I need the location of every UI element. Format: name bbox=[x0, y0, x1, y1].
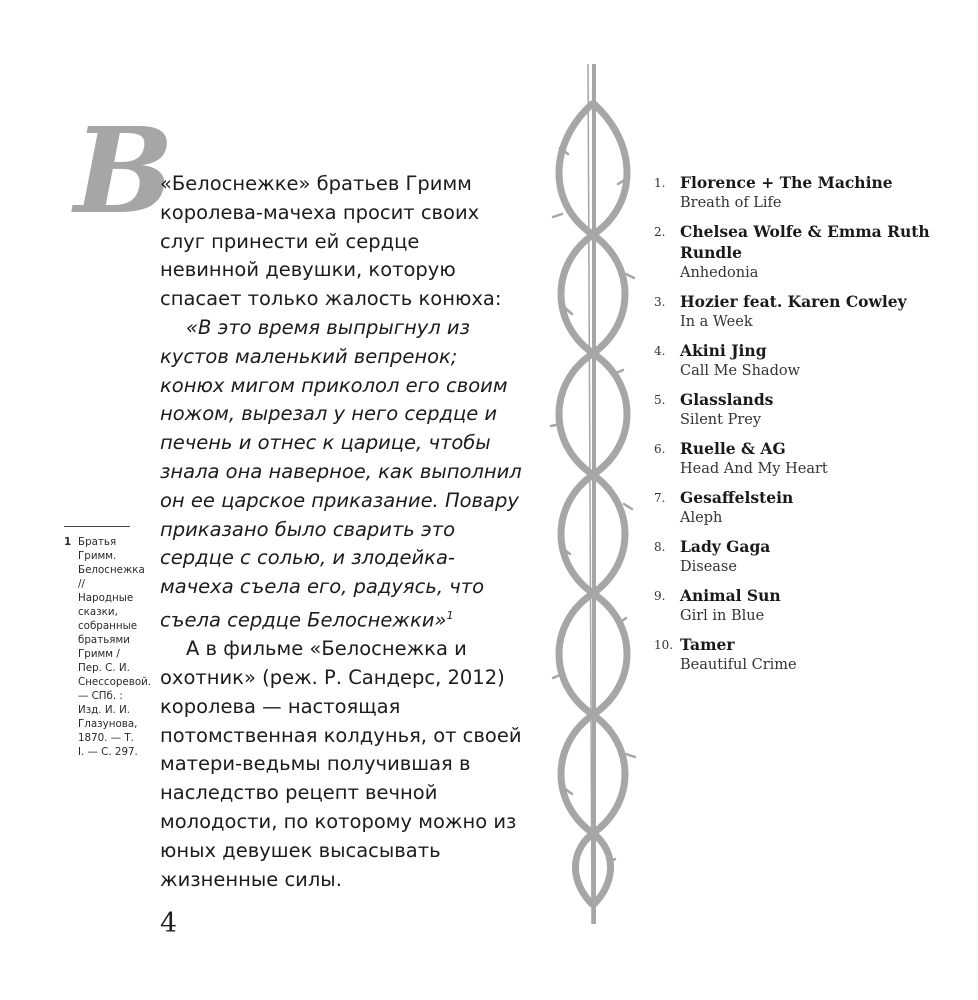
track-item bbox=[645, 536, 965, 577]
track-artist: Animal Sun bbox=[680, 586, 781, 605]
track-number: 6. bbox=[654, 442, 666, 456]
vine-stem-thin bbox=[588, 64, 592, 924]
track-number: 5. bbox=[654, 393, 666, 407]
track-title: In a Week bbox=[680, 314, 753, 330]
track-item bbox=[645, 291, 965, 332]
track-number: 9. bbox=[654, 589, 666, 603]
track-artist: Florence + The Machine bbox=[680, 173, 893, 192]
track-item bbox=[645, 221, 965, 283]
thorn-vine-ornament bbox=[548, 64, 638, 924]
track-title: Beautiful Crime bbox=[680, 657, 797, 673]
track-number: 8. bbox=[654, 540, 666, 554]
track-artist: Ruelle & AG bbox=[680, 439, 786, 458]
track-item bbox=[645, 340, 965, 381]
quote-paragraph bbox=[160, 314, 522, 635]
track-artist: Hozier feat. Karen Cowley bbox=[680, 292, 907, 311]
footnote bbox=[64, 535, 158, 759]
page-number: 4 bbox=[160, 908, 178, 939]
quote-text: «В это время выпрыгнул из кустов маленький вепренок; конюх мигом приколол его своим ножом, вырезал у него сердце и печень и отнес к царице, чтобы знала она наверное, как выполнил он ее царское приказание. Повару приказано было сварить это сердце с солью, и злодейка-мачеха съела его, радуясь, что съела сердце Белоснежки» bbox=[160, 315, 522, 632]
footnote-number: 1 bbox=[64, 536, 72, 548]
track-item bbox=[645, 438, 965, 479]
track-artist: Glasslands bbox=[680, 390, 774, 409]
track-item bbox=[645, 389, 965, 430]
track-title: Disease bbox=[680, 559, 737, 575]
track-title: Aleph bbox=[680, 510, 723, 526]
track-title: Girl in Blue bbox=[680, 608, 765, 624]
footnote-reference[interactable]: 1 bbox=[446, 608, 454, 622]
track-artist: Lady Gaga bbox=[680, 537, 771, 556]
paragraph-intro: «Белоснежке» братьев Гримм королева-мачеха просит своих слуг принести ей сердце невинной девушки, которую спасает только жалость конюха: bbox=[160, 172, 502, 311]
track-number: 3. bbox=[654, 295, 666, 309]
footnote-text: Братья Гримм. Белоснежка // Народные сказки, собранные братьями Гримм / Пер. С. И. Снессоревой. — СПб. : Изд. И. И. Глазунова, 1870. — Т. I. — С. 297. bbox=[78, 536, 152, 758]
track-artist: Gesaffelstein bbox=[680, 488, 794, 507]
track-title: Head And My Heart bbox=[680, 461, 828, 477]
track-number: 2. bbox=[654, 225, 666, 239]
track-artist: Tamer bbox=[680, 635, 735, 654]
article-body bbox=[160, 170, 522, 894]
track-artist: Akini Jing bbox=[680, 341, 767, 360]
track-item bbox=[645, 172, 965, 213]
track-number: 10. bbox=[654, 638, 674, 652]
track-title: Breath of Life bbox=[680, 195, 782, 211]
track-number: 7. bbox=[654, 491, 666, 505]
track-title: Call Me Shadow bbox=[680, 363, 801, 379]
track-title: Silent Prey bbox=[680, 412, 762, 428]
track-title: Anhedonia bbox=[680, 265, 759, 281]
track-item bbox=[645, 585, 965, 626]
drop-cap: В bbox=[74, 101, 174, 240]
track-number: 4. bbox=[654, 344, 666, 358]
tracklist bbox=[645, 172, 965, 683]
track-number: 1. bbox=[654, 176, 666, 190]
track-artist: Chelsea Wolfe & Emma Ruth Rundle bbox=[680, 222, 930, 262]
footnote-divider bbox=[64, 526, 130, 527]
paragraph-film: А в фильме «Белоснежка и охотник» (реж. Р. Сандерс, 2012) королева — настоящая потомственная колдунья, от своей матери-ведьмы получившая в наследство рецепт вечной молодости, по которому можно из юных девушек высасывать жизненные силы. bbox=[160, 637, 522, 891]
track-item bbox=[645, 487, 965, 528]
track-item bbox=[645, 634, 965, 675]
